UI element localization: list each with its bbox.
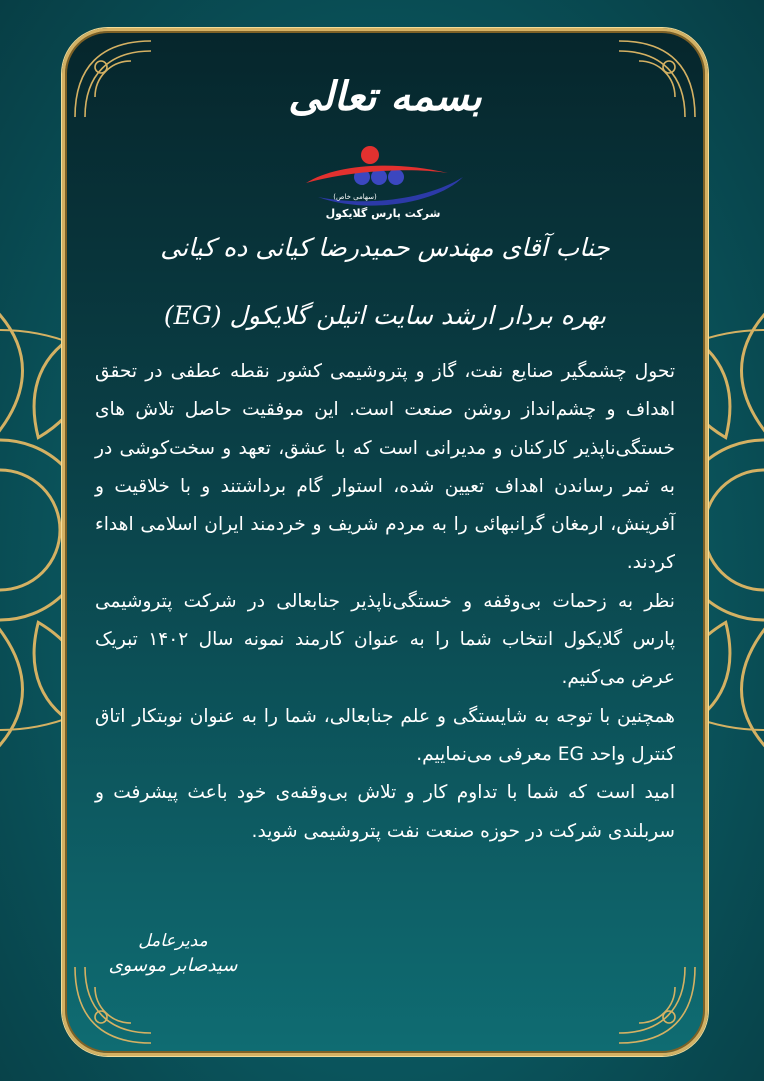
certificate-frame xyxy=(62,28,708,1056)
body-paragraph: امید است که شما با تداوم کار و تلاش بی‌وقفه‌ی خود باعث پیشرفت و سربلندی شرکت در حوزه صنعت نفت پتروشیمی شوید. xyxy=(95,782,675,842)
body-paragraph: همچنین با توجه به شایستگی و علم جنابعالی، شما را به عنوان نوبتکار اتاق کنترل واحد EG معرفی می‌نماییم. xyxy=(95,705,675,765)
corner-ornament-bottom-right xyxy=(603,951,699,1047)
signature-name: سیدصابر موسوی xyxy=(108,955,238,976)
body-paragraph: تحول چشمگیر صنایع نفت، گاز و پتروشیمی کشور نقطه عطفی در تحقق اهداف و چشم‌انداز روشن صنعت است. این موفقیت حاصل تلاش های خستگی‌ناپذیر کارکنان و مدیرانی است که با عشق، تعهد و سخت‌کوشی در به ثمر رساندن اهداف تعیین شده، استوار گام برداشتند و با خلاقیت و آفرینش، ارمغان گرانبهائی را به مردم شریف و خردمند ایران اسلامی اهداء کردند. xyxy=(95,361,675,574)
addressee-position: بهره بردار ارشد سایت اتیلن گلایکول (EG) xyxy=(163,301,607,330)
body-paragraph: نظر به زحمات بی‌وقفه و خستگی‌ناپذیر جنابعالی در شرکت پتروشیمی پارس گلایکول انتخاب شما را به عنوان کارمند نمونه سال ۱۴۰۲ تبریک عرض می‌کنیم. xyxy=(95,590,675,689)
company-type-label: (سهامی خاص) xyxy=(333,193,377,201)
signature-title: مدیرعامل xyxy=(138,931,208,951)
addressee-name: جناب آقای مهندس حمیدرضا کیانی ده کیانی xyxy=(160,233,610,262)
signature-block xyxy=(103,931,243,976)
letter-body xyxy=(95,353,675,851)
company-name-label: شرکت پارس گلایکول xyxy=(325,207,441,220)
header-title: بسمه تعالی xyxy=(288,73,482,120)
